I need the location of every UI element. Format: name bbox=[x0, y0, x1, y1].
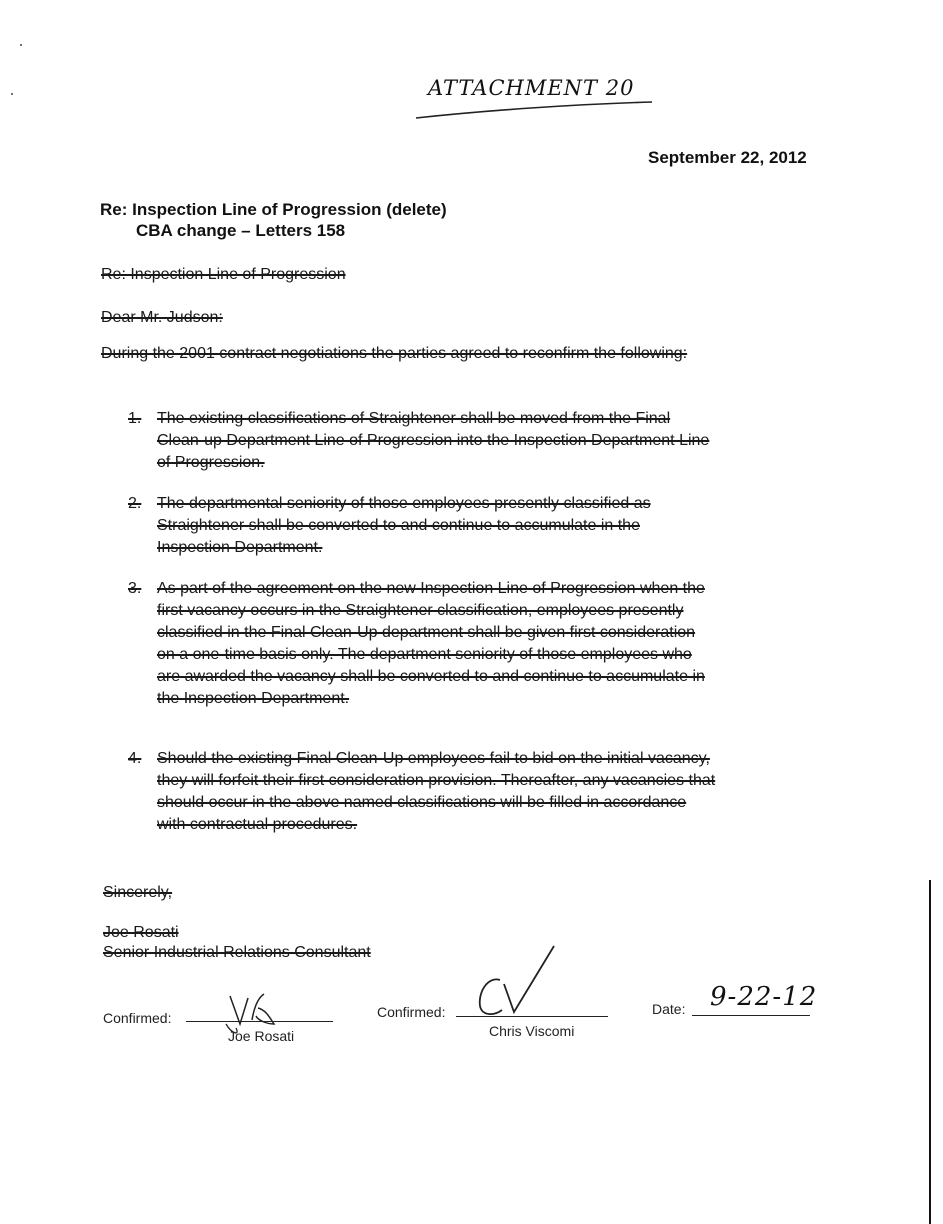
confirmed-name-middle: Chris Viscomi bbox=[489, 1023, 575, 1039]
signer-name: Joe Rosati bbox=[103, 924, 179, 941]
re-heading-line1: Re: Inspection Line of Progression (delete) bbox=[100, 200, 447, 219]
letter-date: September 22, 2012 bbox=[648, 148, 807, 167]
scan-edge-line bbox=[929, 880, 931, 1224]
date-handwritten: 9-22-12 bbox=[710, 982, 818, 1012]
attachment-label: ATTACHMENT 20 bbox=[428, 76, 635, 100]
list-item bbox=[128, 493, 718, 561]
list-item-number: 3. bbox=[128, 580, 142, 597]
confirmed-label-middle: Confirmed: bbox=[377, 1004, 446, 1020]
scan-speck bbox=[11, 93, 13, 95]
salutation: Dear Mr. Judson: bbox=[101, 309, 223, 326]
list-item bbox=[128, 408, 718, 476]
signer-title: Senior Industrial Relations Consultant bbox=[103, 944, 371, 961]
closing: Sincerely, bbox=[103, 884, 173, 901]
list-item-text: Should the existing Final Clean-Up employees fail to bid on the initial vacancy, they will forfeit their first consideration provision. Thereafter, any vacancies that should occur in the above named classifications will be filled in accordance with contractual procedures. bbox=[157, 750, 716, 833]
confirmed-name-left: Joe Rosati bbox=[228, 1028, 295, 1044]
confirmed-label-left: Confirmed: bbox=[103, 1010, 172, 1026]
scan-speck bbox=[20, 44, 22, 46]
re-heading-line2: CBA change – Letters 158 bbox=[136, 221, 346, 240]
list-item bbox=[128, 578, 718, 732]
date-label: Date: bbox=[652, 1001, 686, 1017]
list-item-number: 2. bbox=[128, 495, 142, 512]
signature-middle bbox=[470, 940, 570, 1020]
struck-re-line: Re: Inspection Line of Progression bbox=[101, 266, 346, 283]
date-line bbox=[692, 1015, 810, 1016]
list-item-text: As part of the agreement on the new Inspection Line of Progression when the first vacancy occurs in the Straightener classification, employees presently classified in the Final Clean-Up department shall be given first consideration on a one-time basis only. The department seniority of those employees who are awarded the vacancy shall be converted to and continue to accumulate in the Inspection Department. bbox=[157, 580, 705, 707]
list-item-number: 1. bbox=[128, 410, 142, 427]
list-item-number: 4. bbox=[128, 750, 142, 767]
list-item bbox=[128, 748, 718, 860]
list-item-text: The departmental seniority of those employees presently classified as Straightener shall be converted to and continue to accumulate in the Inspection Department. bbox=[157, 495, 651, 556]
list-item-text: The existing classifications of Straightener shall be moved from the Final Clean-up Department Line of Progression into the Inspection Department Line of Progression. bbox=[157, 410, 710, 471]
intro-paragraph: During the 2001 contract negotiations the parties agreed to reconfirm the following: bbox=[101, 345, 688, 362]
attachment-underline bbox=[410, 98, 660, 122]
